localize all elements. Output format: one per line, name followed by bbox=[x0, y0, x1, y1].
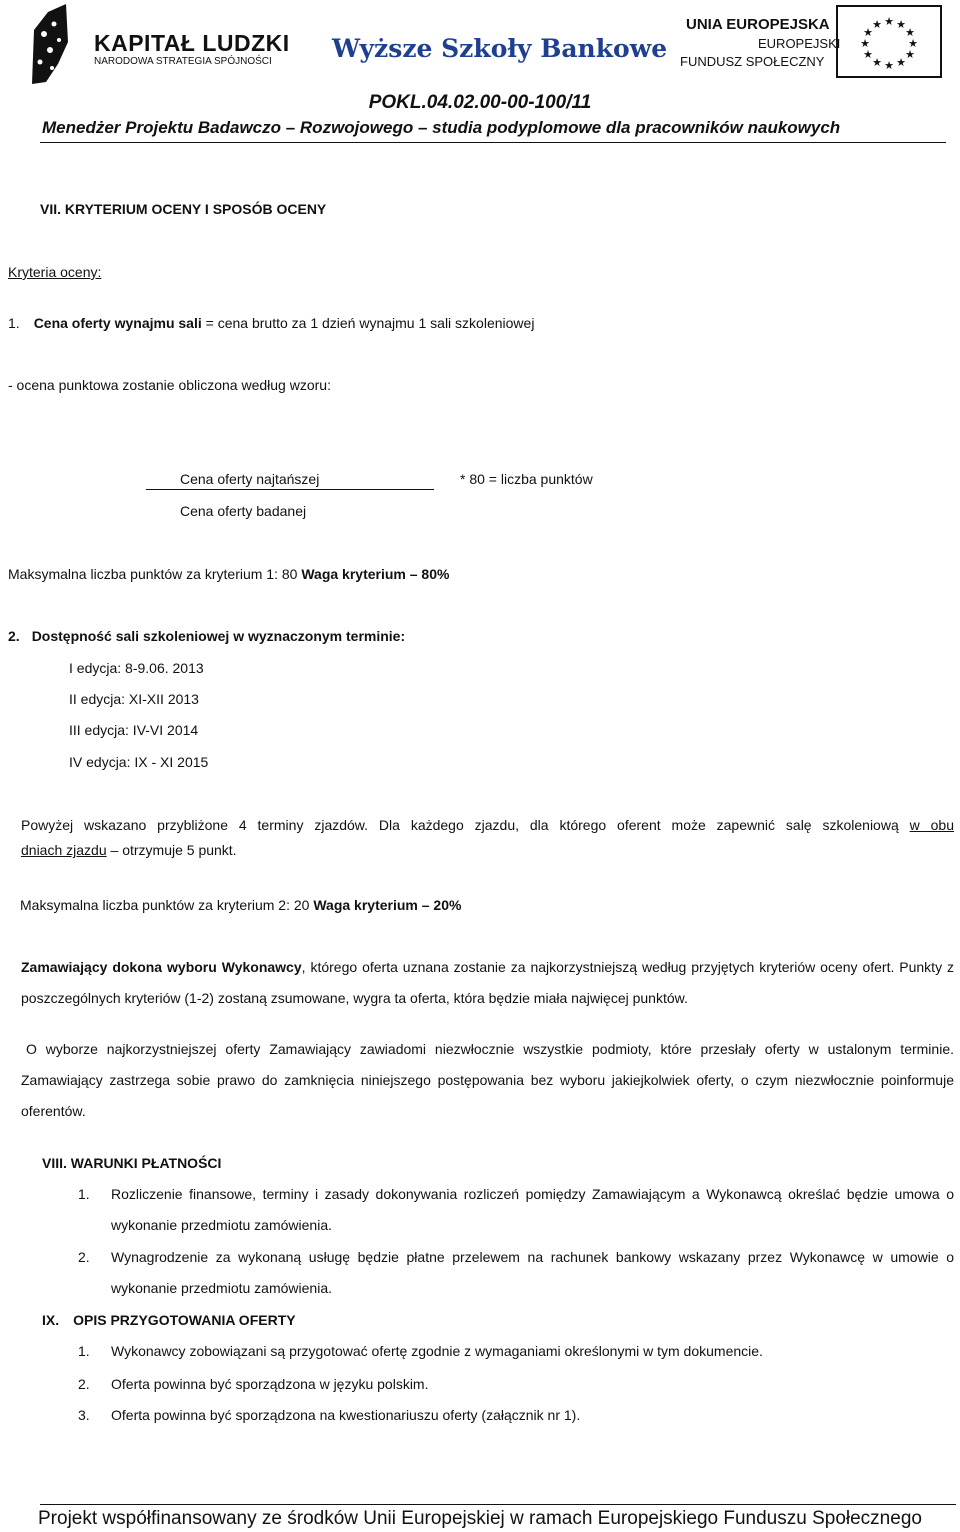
edition-2: II edycja: XI-XII 2013 bbox=[69, 691, 199, 707]
svg-text:★: ★ bbox=[896, 56, 906, 69]
edition-1: I edycja: 8-9.06. 2013 bbox=[69, 660, 204, 676]
svg-text:★: ★ bbox=[905, 26, 915, 39]
kapital-ludzki-subtitle: NARODOWA STRATEGIA SPÓJNOŚCI bbox=[94, 56, 272, 67]
svg-text:★: ★ bbox=[884, 15, 894, 28]
svg-text:★: ★ bbox=[896, 18, 906, 31]
footer-text: Projekt współfinansowany ze środków Unii Europejskiej w ramach Europejskiego Funduszu Społecznego bbox=[38, 1508, 922, 1529]
kapital-ludzki-logo-icon bbox=[28, 2, 72, 86]
terms-points: – otrzymuje 5 punkt. bbox=[106, 842, 237, 858]
choice-bold: Zamawiający dokona wyboru Wykonawcy bbox=[21, 959, 302, 975]
offer-2-num: 2. bbox=[78, 1376, 90, 1392]
payment-2-num: 2. bbox=[78, 1249, 90, 1265]
formula-denominator: Cena oferty badanej bbox=[180, 503, 307, 519]
svg-text:★: ★ bbox=[872, 18, 882, 31]
ue-line2: EUROPEJSKI bbox=[758, 36, 841, 51]
terms-underline-1: w obu bbox=[909, 817, 954, 833]
project-code: POKL.04.02.00-00-100/11 bbox=[368, 92, 592, 113]
svg-text:★: ★ bbox=[863, 48, 873, 61]
payment-2-text: Wynagrodzenie za wykonaną usługę będzie płatne przelewem na rachunek bankowy wskazany przez Wykonawcę w umowie o wykonanie przedmiotu zamówienia. bbox=[111, 1249, 954, 1296]
footer-divider bbox=[40, 1504, 956, 1505]
formula-numerator: Cena oferty najtańszej bbox=[180, 471, 320, 487]
kapital-ludzki-title: KAPITAŁ LUDZKI bbox=[94, 30, 290, 56]
payment-1-num: 1. bbox=[78, 1186, 90, 1202]
criterion-1-title: Cena oferty wynajmu sali bbox=[33, 315, 202, 331]
choice-text: , którego oferta uznana zostanie za najkorzystniejszą według przyjętych kryteriów oceny ofert. Punkty z poszczególnych kryteriów (1-2) zostaną zsumowane, wygra ta oferta, która będzie miała najwięcej punktów. bbox=[21, 959, 954, 1006]
criterion-1-desc: = cena brutto za 1 dzień wynajmu 1 sali szkoleniowej bbox=[201, 315, 535, 331]
eu-flag-icon bbox=[836, 5, 942, 78]
offer-3-text: Oferta powinna być sporządzona na kwestionariuszu oferty (załącznik nr 1). bbox=[111, 1407, 581, 1423]
svg-text:★: ★ bbox=[884, 59, 894, 72]
criterion-1-num: 1. bbox=[8, 315, 20, 331]
offer-2-text: Oferta powinna być sporządzona w języku polskim. bbox=[111, 1376, 429, 1392]
weight-2: Waga kryterium – 20% bbox=[313, 897, 462, 913]
svg-text:★: ★ bbox=[905, 48, 915, 61]
wsb-logo: Wyższe Szkoły Bankowe bbox=[332, 34, 668, 63]
edition-4: IV edycja: IX - XI 2015 bbox=[69, 754, 209, 770]
max-points-1 bbox=[8, 565, 449, 583]
max-points-1-text: Maksymalna liczba punktów za kryterium 1: 80 bbox=[8, 566, 302, 582]
payment-1-text: Rozliczenie finansowe, terminy i zasady dokonywania rozliczeń pomiędzy Zamawiającym a Wykonawcą określać będzie umowa o wykonanie przedmiotu zamówienia. bbox=[111, 1186, 954, 1233]
weight-1: Waga kryterium – 80% bbox=[301, 566, 450, 582]
section-7-heading: VII. KRYTERIUM OCENY I SPOSÓB OCENY bbox=[40, 201, 327, 217]
notify-paragraph: O wyborze najkorzystniejszej oferty Zamawiający zawiadomi niezwłocznie wszystkie podmioty, które przesłały oferty w ustalonym terminie. Zamawiający zastrzega sobie prawo do zamknięcia niniejszego postępowania bez wyboru jakiejkolwiek oferty, o czym niezwłocznie poinformuje oferentów. bbox=[21, 1041, 954, 1119]
criterion-2-num: 2. bbox=[8, 628, 20, 644]
section-9-title: OPIS PRZYGOTOWANIA OFERTY bbox=[73, 1312, 296, 1328]
svg-text:★: ★ bbox=[860, 37, 870, 50]
formula-result: * 80 = liczba punktów bbox=[460, 471, 593, 487]
criterion-2 bbox=[8, 627, 405, 645]
svg-text:★: ★ bbox=[908, 37, 918, 50]
section-9-heading bbox=[42, 1311, 296, 1329]
ue-line3: FUNDUSZ SPOŁECZNY bbox=[680, 54, 825, 69]
offer-1-num: 1. bbox=[78, 1343, 90, 1359]
header-divider bbox=[40, 142, 946, 143]
section-9-num: IX. bbox=[42, 1312, 60, 1328]
criterion-1 bbox=[8, 314, 534, 332]
terms-line-1 bbox=[21, 816, 954, 834]
section-8-heading: VIII. WARUNKI PŁATNOŚCI bbox=[42, 1155, 222, 1171]
terms-text: Powyżej wskazano przybliżone 4 terminy zjazdów. Dla każdego zjazdu, dla którego oferent może zapewnić salę szkoleniową bbox=[21, 817, 910, 833]
terms-line-2 bbox=[21, 841, 237, 859]
offer-1-text: Wykonawcy zobowiązani są przygotować ofertę zgodnie z wymaganiami określonymi w tym dokumencie. bbox=[111, 1343, 763, 1359]
project-title: Menedżer Projektu Badawczo – Rozwojowego – studia podyplomowe dla pracowników naukowych bbox=[42, 118, 841, 137]
criterion-2-title: Dostępność sali szkoleniowej w wyznaczonym terminie: bbox=[31, 628, 406, 644]
svg-text:★: ★ bbox=[863, 26, 873, 39]
formula-intro: - ocena punktowa zostanie obliczona według wzoru: bbox=[8, 377, 331, 393]
svg-text:★: ★ bbox=[872, 56, 882, 69]
choice-paragraph bbox=[21, 952, 954, 1014]
offer-3-num: 3. bbox=[78, 1407, 90, 1423]
criteria-label: Kryteria oceny: bbox=[8, 264, 102, 280]
edition-3: III edycja: IV-VI 2014 bbox=[69, 722, 199, 738]
max-points-2-text: Maksymalna liczba punktów za kryterium 2: 20 bbox=[20, 897, 314, 913]
formula-fraction-line bbox=[146, 489, 434, 490]
ue-line1: UNIA EUROPEJSKA bbox=[686, 16, 830, 33]
header-logos bbox=[0, 0, 960, 90]
terms-underline-2: dniach zjazdu bbox=[21, 842, 107, 858]
max-points-2 bbox=[20, 896, 461, 914]
